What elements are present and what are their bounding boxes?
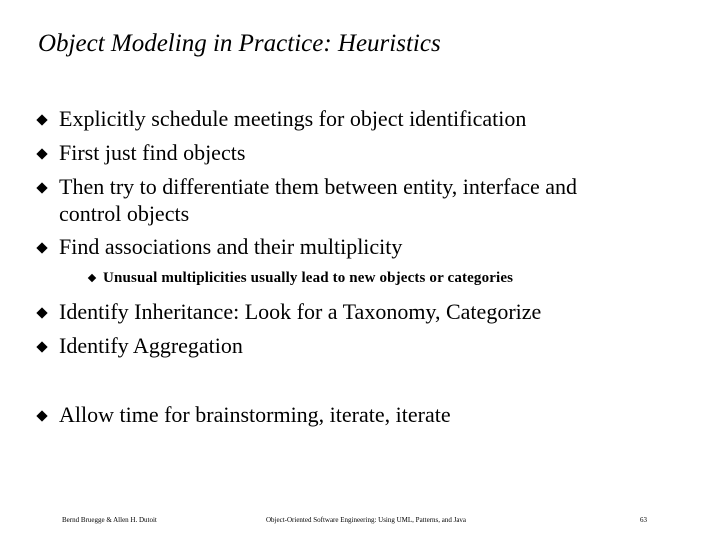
bullet-differentiate-line2: control objects <box>59 201 190 226</box>
bullet-allow-brainstorming: Allow time for brainstorming, iterate, iterate <box>59 402 451 427</box>
bullet-schedule-meetings: Explicitly schedule meetings for object identification <box>59 106 527 131</box>
sub-bullet-multiplicities: Unusual multiplicities usually lead to new objects or categories <box>103 270 514 286</box>
bullet-diamond-icon <box>36 307 47 318</box>
bullet-diamond-icon <box>36 341 47 352</box>
bullet-diamond-icon <box>36 242 47 253</box>
bullet-diamond-icon <box>36 410 47 421</box>
bullet-find-associations: Find associations and their multiplicity <box>59 234 403 259</box>
bullet-find-objects: First just find objects <box>59 140 246 165</box>
footer-page-number: 63 <box>640 516 647 524</box>
bullet-diamond-icon <box>36 182 47 193</box>
bullet-diamond-icon <box>36 148 47 159</box>
footer-authors: Bernd Bruegge & Allen H. Dutoit <box>62 516 157 524</box>
bullet-identify-aggregation: Identify Aggregation <box>59 333 243 358</box>
bullet-identify-inheritance: Identify Inheritance: Look for a Taxonomy, Categorize <box>59 299 542 324</box>
footer-book-title: Object-Oriented Software Engineering: Using UML, Patterns, and Java <box>266 516 467 524</box>
bullet-diamond-icon <box>36 114 47 125</box>
sub-bullet-diamond-icon <box>88 274 96 282</box>
slide-title: Object Modeling in Practice: Heuristics <box>38 30 441 57</box>
bullet-differentiate-line1: Then try to differentiate them between entity, interface and <box>59 174 577 199</box>
